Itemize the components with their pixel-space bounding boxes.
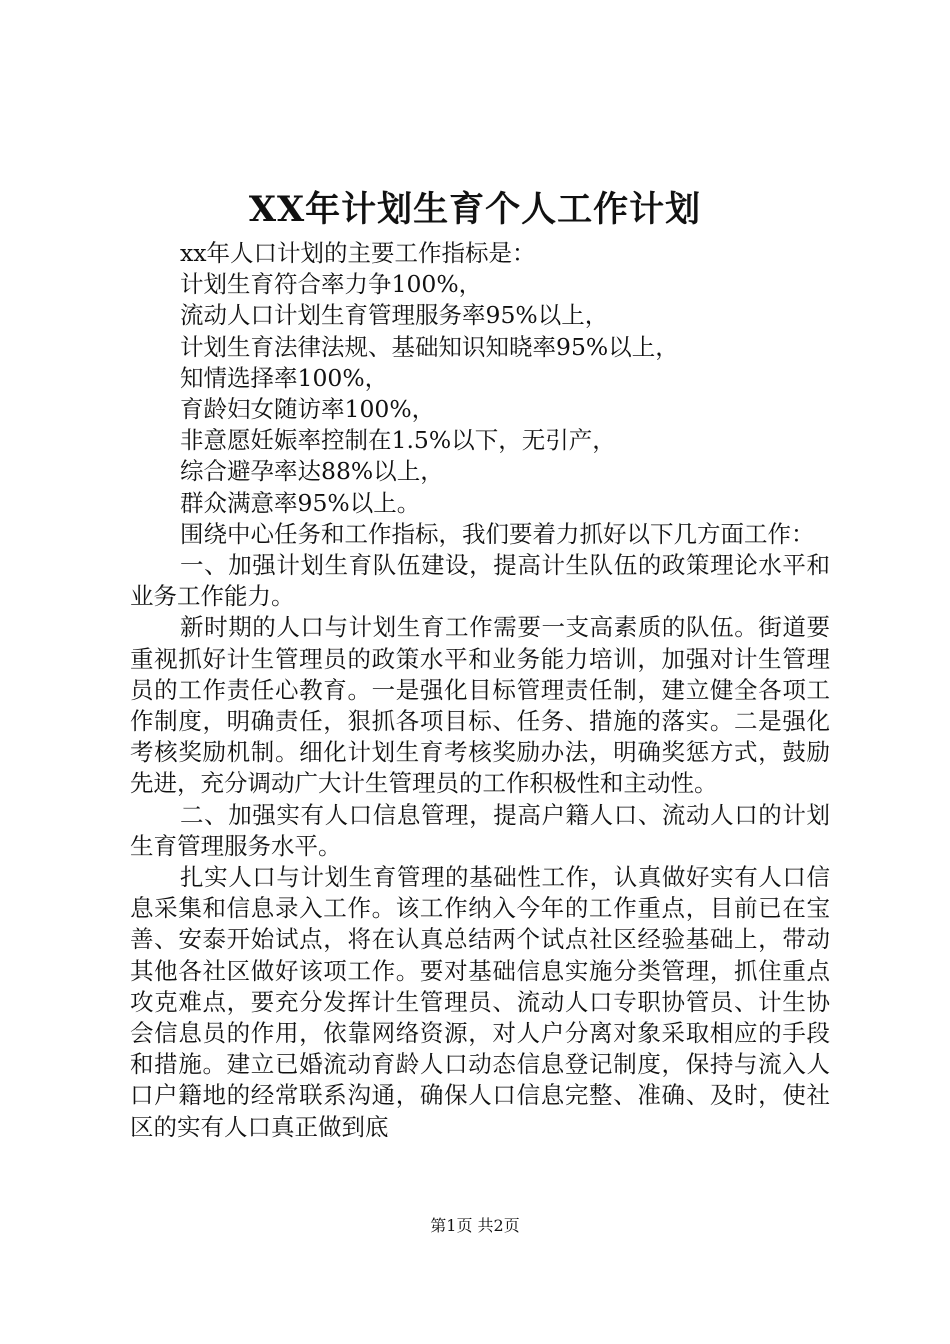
paragraph-indicator-contraception: 综合避孕率达88%以上， <box>180 457 444 486</box>
paragraph-indicator-compliance: 计划生育符合率力争100%， <box>180 270 483 299</box>
paragraph-indicators-intro: xx年人口计划的主要工作指标是： <box>180 239 536 267</box>
paragraph-indicator-floating-population: 流动人口计划生育管理服务率95%以上， <box>180 301 609 330</box>
paragraph-indicator-informed-choice: 知情选择率100%， <box>180 363 389 392</box>
section-heading-2: 二、加强实有人口信息管理，提高户籍人口、流动人口的计划生育管理服务水平。 <box>130 800 830 860</box>
paragraph-indicator-unintended-pregnancy: 非意愿妊娠率控制在1.5%以下，无引产， <box>180 426 616 455</box>
paragraph-section-1-body: 新时期的人口与计划生育工作需要一支高素质的队伍。街道要重视抓好计生管理员的政策水平和业务能力培训，加强对计生管理员的工作责任心教育。一是强化目标管理责任制，建立健全各项工作制度，明确责任，狠抓各项目标、任务、措施的落实。二是强化考核奖励机制。细化计划生育考核奖励办法，明确奖惩方式，鼓励先进，充分调动广大计生管理员的工作积极性和主动性。 <box>130 613 830 798</box>
page-footer: 第1页 共2页 <box>430 1216 520 1235</box>
paragraph-section-2-body: 扎实人口与计划生育管理的基础性工作，认真做好实有人口信息采集和信息录入工作。该工作纳入今年的工作重点，目前已在宝善、安泰开始试点，将在认真总结两个试点社区经验基础上，带动其他各社区做好该项工作。要对基础信息实施分类管理，抓住重点攻克难点，要充分发挥计生管理员、流动人口专职协管员、计生协会信息员的作用，依靠网络资源，对人户分离对象采取相应的手段和措施。建立已婚流动育龄人口动态信息登记制度，保持与流入人口户籍地的经常联系沟通，确保人口信息完整、准确、及时，使社区的实有人口真正做到底 <box>130 863 830 1141</box>
document-title: XX年计划生育个人工作计划 <box>248 189 702 230</box>
document-body <box>130 238 830 1143</box>
paragraph-indicator-satisfaction: 群众满意率95%以上。 <box>180 488 421 517</box>
paragraph-indicator-followup: 育龄妇女随访率100%， <box>180 395 436 424</box>
section-heading-1: 一、加强计划生育队伍建设，提高计生队伍的政策理论水平和业务工作能力。 <box>130 551 830 611</box>
paragraph-focus-areas: 围绕中心任务和工作指标，我们要着力抓好以下几方面工作： <box>180 519 815 548</box>
paragraph-indicator-awareness: 计划生育法律法规、基础知识知晓率95%以上， <box>180 332 679 361</box>
